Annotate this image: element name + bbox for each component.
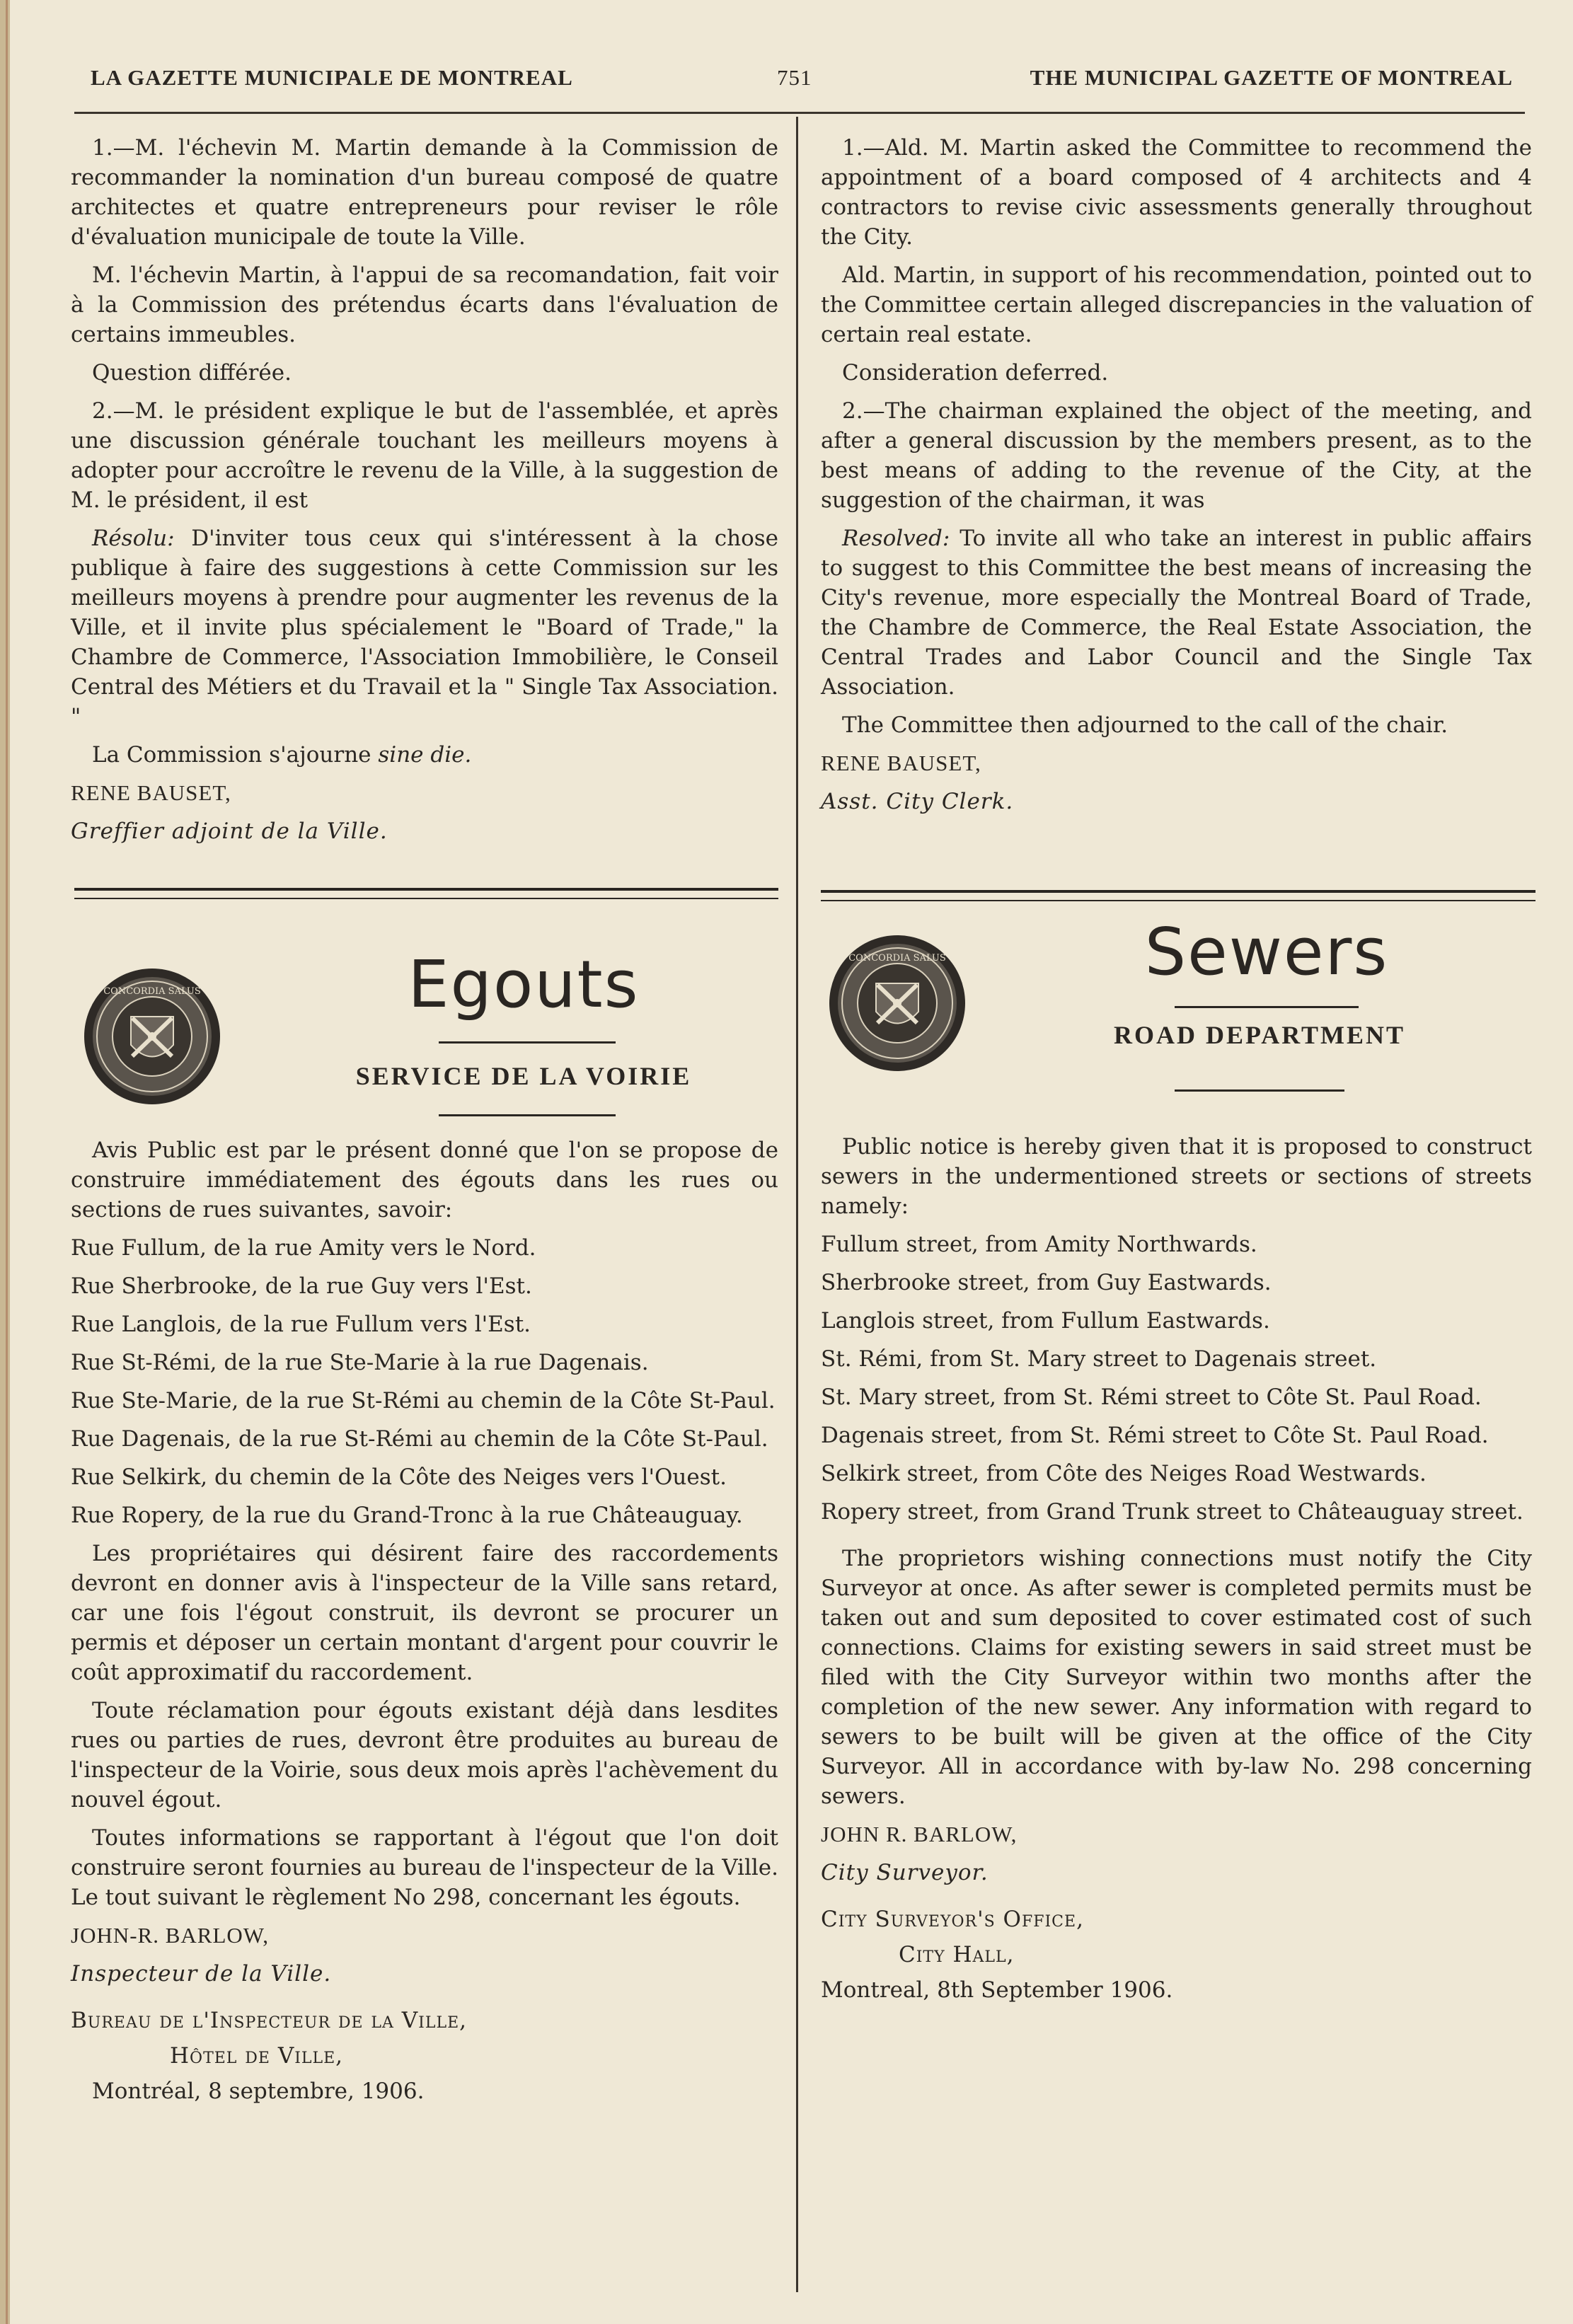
egouts-notice [71,1135,778,2109]
english-paragraph: Ald. Martin, in support of his recommendation, pointed out to the Committee certain alleged discrepancies in the valuation of certain real estate. [821,262,1532,347]
list-item: Ropery street, from Grand Trunk street to Châteauguay street. [821,1499,1523,1525]
section-rule [74,888,778,899]
sewers-notice [821,1132,1532,2008]
seal-motto: CONCORDIA SALUS [848,953,946,964]
list-item: Rue Sherbrooke, de la rue Guy vers l'Est. [71,1273,532,1299]
resolved-text: To invite all who take an interest in public affairs to suggest to this Committee the best means of increasing the City's revenue, more especially the Montreal Board of Trade, the Chambre de Commerce, the Real Estate Association, the Central Trades and Labor Council and the Single Tax Association. [821,526,1532,700]
header-french-title: LA GAZETTE MUNICIPALE DE MONTREAL [91,65,573,90]
header-rule [74,112,1525,114]
english-paragraph: Consideration deferred. [842,360,1109,386]
street-list [71,1233,778,1530]
signature-name: JOHN R. BARLOW, [821,1822,1018,1846]
sewers-title: Sewers [1144,914,1389,990]
list-item: St. Mary street, from St. Rémi street to Côte St. Paul Road. [821,1384,1482,1410]
egouts-title: Egouts [408,947,640,1022]
list-item: Rue Langlois, de la rue Fullum vers l'Est. [71,1312,531,1337]
list-item: Langlois street, from Fullum Eastwards. [821,1308,1270,1334]
title-rule [1175,1006,1359,1008]
signature-name: JOHN-R. BARLOW, [71,1923,269,1948]
binding-edge [0,0,10,2324]
resolved-text: D'inviter tous ceux qui s'intéressent à la chose publique à faire des suggestions à cette Commission sur les meilleurs moyens à prendre pour augmenter les revenus de la Ville, et il invite plus spécialement le "Board of Trade," la Chambre de Commerce, l'Association Immobilière, le Conseil Central des Métiers et du Travail et la " Single Tax Association. " [71,526,778,729]
signature-name: RENE BAUSET, [71,780,231,805]
list-item: Rue Dagenais, de la rue St-Rémi au chemin de la Côte St-Paul. [71,1426,768,1452]
english-paragraph: 1.—Ald. M. Martin asked the Committee to recommend the appointment of a board composed of 4 architects and 4 contractors to revise civic assessments generally throughout the City. [821,135,1532,250]
egouts-subtitle: SERVICE DE LA VOIRIE [355,1062,692,1090]
notice-paragraph: Toute réclamation pour égouts existant déjà dans lesdites rues ou parties de rues, devront être produites au bureau de l'inspecteur de la Voirie, sous deux mois après l'achèvement du nouvel égout. [71,1698,778,1813]
french-paragraph: 2.—M. le président explique le but de l'assemblée, et après une discussion générale touchant les meilleurs moyens à adopter pour accroître le revenu de la Ville, à la suggestion de M. le président, il est [71,398,778,513]
running-head [91,65,1513,100]
city-seal-icon [81,966,223,1107]
section-rule [821,890,1535,901]
list-item: Rue St-Rémi, de la rue Ste-Marie à la rue Dagenais. [71,1350,649,1375]
adjourn-text: La Commission s'ajourne [92,742,379,768]
french-paragraph: M. l'échevin Martin, à l'appui de sa recomandation, fait voir à la Commission des prétendus écarts dans l'évaluation de certains immeubles. [71,262,778,347]
header-english-title: THE MUNICIPAL GAZETTE OF MONTREAL [1030,65,1513,90]
signature-title: Greffier adjoint de la Ville. [71,819,388,844]
list-item: Dagenais street, from St. Rémi street to Côte St. Paul Road. [821,1423,1489,1448]
adjourn-italic: sine die. [378,742,472,768]
french-paragraph: 1.—M. l'échevin M. Martin demande à la Commission de recommander la nomination d'un bureau composé de quatre architectes et quatre entrepreneurs pour reviser le rôle d'évaluation municipale de toute la Ville. [71,135,778,250]
street-list [821,1230,1532,1527]
list-item: St. Rémi, from St. Mary street to Dagenais street. [821,1346,1377,1372]
title-rule [1175,1089,1344,1092]
french-adjourn [71,740,778,770]
signature-title: City Surveyor. [821,1860,989,1885]
list-item: Rue Ste-Marie, de la rue St-Rémi au chemin de la Côte St-Paul. [71,1388,776,1414]
list-item: Rue Selkirk, du chemin de la Côte des Neiges vers l'Ouest. [71,1464,727,1490]
list-item: Sherbrooke street, from Guy Eastwards. [821,1270,1272,1295]
english-adjourn: The Committee then adjourned to the call of the chair. [842,712,1448,738]
address-line: Hôtel de Ville, [170,2043,344,2069]
list-item: Rue Ropery, de la rue du Grand-Tronc à la rue Châteauguay. [71,1503,743,1528]
address-line: City Hall, [899,1942,1015,1967]
sewers-subtitle: ROAD DEPARTMENT [1113,1021,1406,1049]
signature-title: Inspecteur de la Ville. [71,1961,332,1987]
english-minutes [821,133,1532,825]
address-line: Bureau de l'Inspecteur de la Ville, [71,2008,467,2033]
date-line: Montreal, 8th September 1906. [821,1977,1173,2003]
title-rule [439,1041,616,1044]
list-item: Fullum street, from Amity Northwards. [821,1232,1257,1257]
office-address [71,2003,778,2109]
notice-paragraph: Les propriétaires qui désirent faire des raccordements devront en donner avis à l'inspecteur de la Ville sans retard, car une fois l'égout construit, ils devront se procurer un permis et déposer un certain montant d'argent pour couvrir le coût approximatif du raccordement. [71,1541,778,1685]
english-resolution [821,524,1532,702]
signature-title: Asst. City Clerk. [821,789,1014,814]
city-seal-icon [826,932,968,1074]
notice-intro: Public notice is hereby given that it is proposed to construct sewers in the undermentioned streets or sections of streets namely: [821,1134,1532,1219]
list-item: Selkirk street, from Côte des Neiges Road Westwards. [821,1461,1427,1486]
notice-intro: Avis Public est par le présent donné que l'on se propose de construire immédiatement des égouts dans les rues ou sections de rues suivantes, savoir: [71,1138,778,1222]
binding-line [6,0,8,2324]
title-rule [439,1114,616,1116]
resolved-label: Résolu: [92,526,175,551]
french-minutes [71,133,778,855]
signature-name: RENE BAUSET, [821,751,981,775]
french-resolution [71,524,778,732]
notice-paragraph: Toutes informations se rapportant à l'égout que l'on doit construire seront fournies au bureau de l'inspecteur de la Ville. Le tout suivant le règlement No 298, concernant les égouts. [71,1825,778,1910]
date-line: Montréal, 8 septembre, 1906. [92,2079,425,2104]
seal-motto: CONCORDIA SALUS [103,986,201,997]
office-address [821,1902,1532,2008]
french-paragraph: Question différée. [92,360,292,386]
list-item: Rue Fullum, de la rue Amity vers le Nord. [71,1235,536,1261]
column-divider [796,117,798,2292]
notice-paragraph: The proprietors wishing connections must notify the City Surveyor at once. As after sewer is completed permits must be taken out and sum deposited to cover estimated cost of such connections. Claims for existing sewers in said street must be filed with the City Surveyor within two months after the completion of the new sewer. Any information with regard to sewers to be built will be given at the office of the City Surveyor. All in accordance with by-law No. 298 concerning sewers. [821,1546,1532,1809]
resolved-label: Resolved: [842,526,950,551]
address-line: City Surveyor's Office, [821,1907,1084,1932]
english-paragraph: 2.—The chairman explained the object of the meeting, and after a general discussion by the members present, as to the best means of adding to the revenue of the City, at the suggestion of the chairman, it was [821,398,1532,513]
page-number: 751 [777,65,812,90]
